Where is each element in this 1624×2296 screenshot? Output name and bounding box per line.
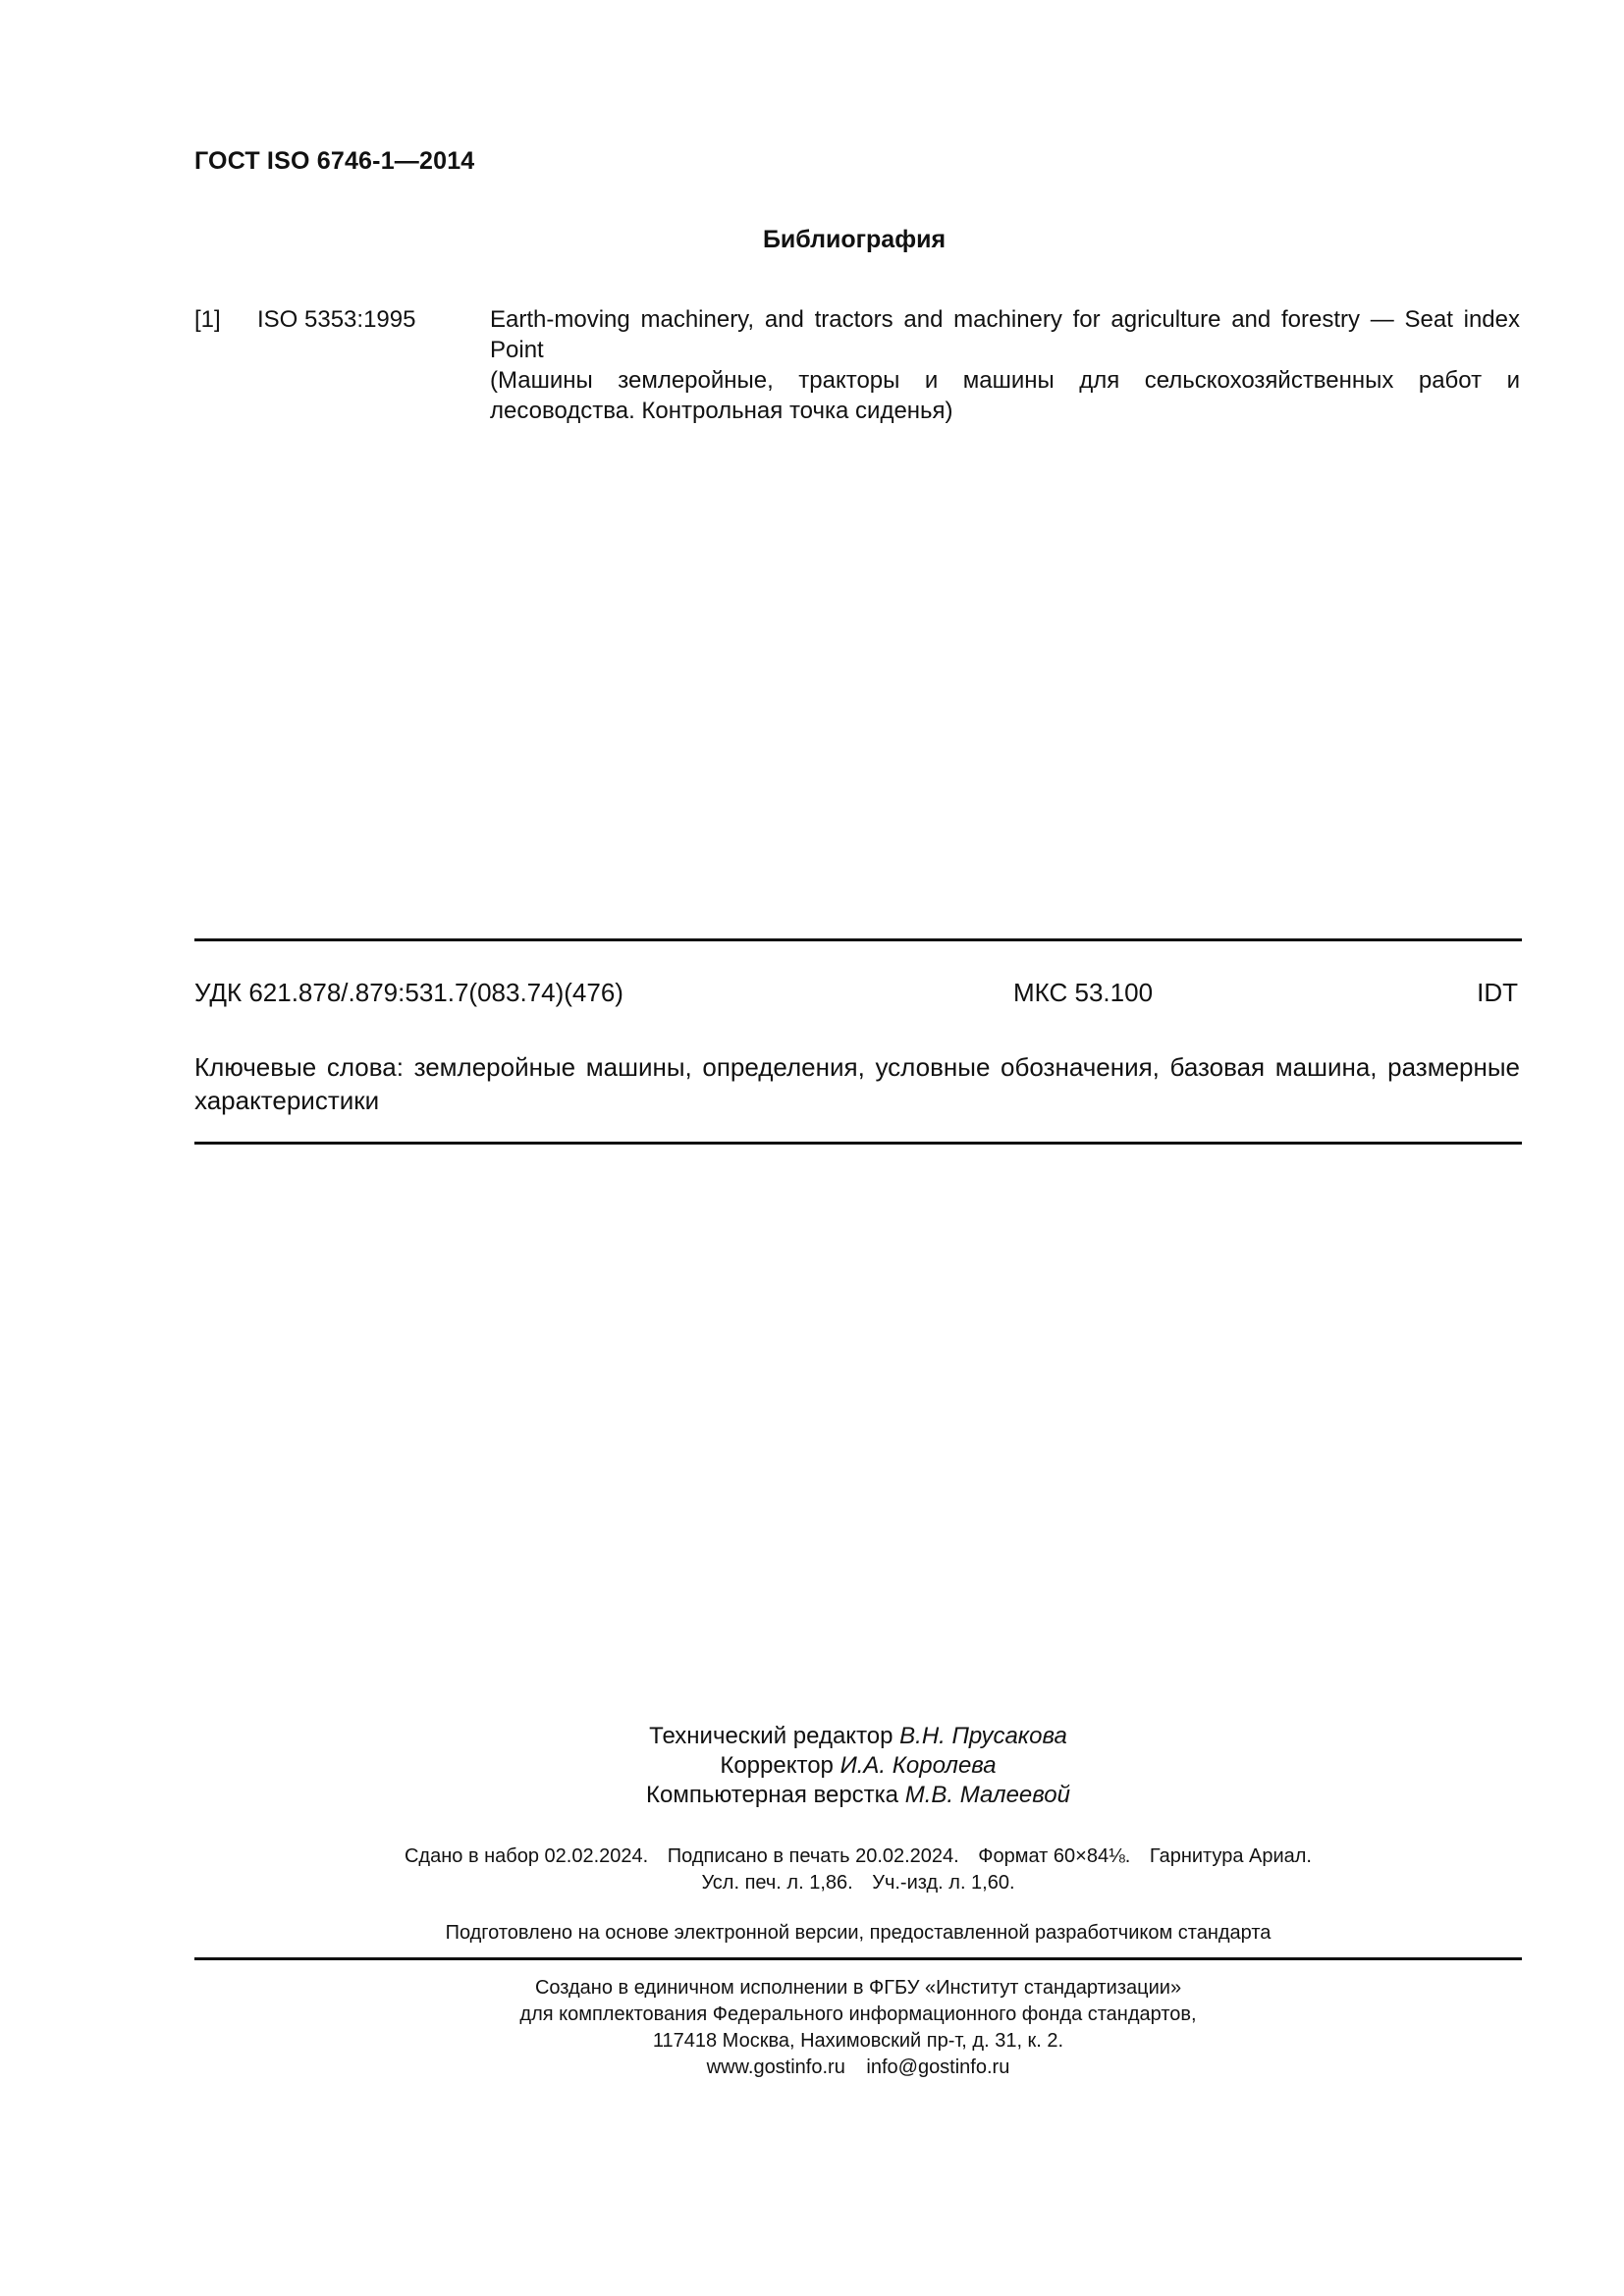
print-info-line-1: [0, 1843, 1624, 1870]
mks-code: МКС 53.100: [1013, 978, 1154, 1007]
bibliography-entry-title-ru: (Машины землеройные, тракторы и машины для сельскохозяйственных работ и лесоводства. Контрольная точка сиденья): [490, 367, 1520, 424]
keywords: Ключевые слова: землеройные машины, определения, условные обозначения, базовая машина, размерные характеристики: [194, 1052, 1520, 1115]
publisher-website[interactable]: www.gostinfo.ru: [706, 2056, 845, 2078]
publisher-line-1: Создано в единичном исполнении в ФГБУ «Институт стандартизации»: [534, 1977, 1182, 1999]
bibliography-entry-number: [1]: [194, 306, 221, 333]
publisher-address: 117418 Москва, Нахимовский пр-т, д. 31, к. 2.: [652, 2030, 1064, 2052]
tech-editor-name: В.Н. Прусакова: [899, 1723, 1067, 1749]
footer-divider: [194, 1957, 1522, 1960]
layout-line: [0, 1781, 1624, 1810]
bibliography-entry-text: [490, 304, 1520, 426]
document-code-header: ГОСТ ISO 6746-1—2014: [194, 147, 475, 175]
idt-mark: IDT: [1477, 978, 1518, 1007]
publisher-line-2: для комплектования Федерального информационного фонда стандартов,: [519, 2003, 1197, 2025]
credits-block: [0, 1722, 1624, 1810]
submitted-date: Сдано в набор 02.02.2024.: [404, 1845, 649, 1867]
prepared-note: Подготовлено на основе электронной версии, предоставленной разработчиком стандарта: [445, 1922, 1272, 1944]
print-sheets: Усл. печ. л. 1,86.: [701, 1872, 853, 1894]
corrector-label: Корректор: [720, 1752, 834, 1779]
classification-row: [194, 978, 1520, 1009]
typeface: Гарнитура Ариал.: [1149, 1845, 1312, 1867]
publisher-sheets: Уч.-изд. л. 1,60.: [872, 1872, 1015, 1894]
udk-code: УДК 621.878/.879:531.7(083.74)(476): [194, 978, 623, 1007]
publisher-block: [0, 1975, 1624, 2081]
paper-format: Формат 60×84⅛.: [978, 1845, 1131, 1867]
signed-date: Подписано в печать 20.02.2024.: [667, 1845, 959, 1867]
tech-editor-line: [0, 1722, 1624, 1751]
print-info: [0, 1843, 1624, 1896]
layout-name: М.В. Малеевой: [904, 1782, 1070, 1808]
tech-editor-label: Технический редактор: [649, 1723, 893, 1749]
publisher-email[interactable]: info@gostinfo.ru: [866, 2056, 1010, 2078]
bibliography-entry-code: ISO 5353:1995: [257, 306, 416, 333]
corrector-name: И.А. Королева: [839, 1752, 997, 1779]
keywords-divider: [194, 1142, 1522, 1145]
top-divider: [194, 938, 1522, 941]
layout-label: Компьютерная верстка: [646, 1782, 899, 1808]
publisher-contacts: [0, 2055, 1624, 2081]
bibliography-title: Библиография: [762, 226, 947, 253]
print-info-line-2: [0, 1870, 1624, 1896]
corrector-line: [0, 1751, 1624, 1781]
bibliography-entry-title-en: Earth-moving machinery, and tractors and machinery for agriculture and forestry — Seat index Point: [490, 306, 1520, 363]
